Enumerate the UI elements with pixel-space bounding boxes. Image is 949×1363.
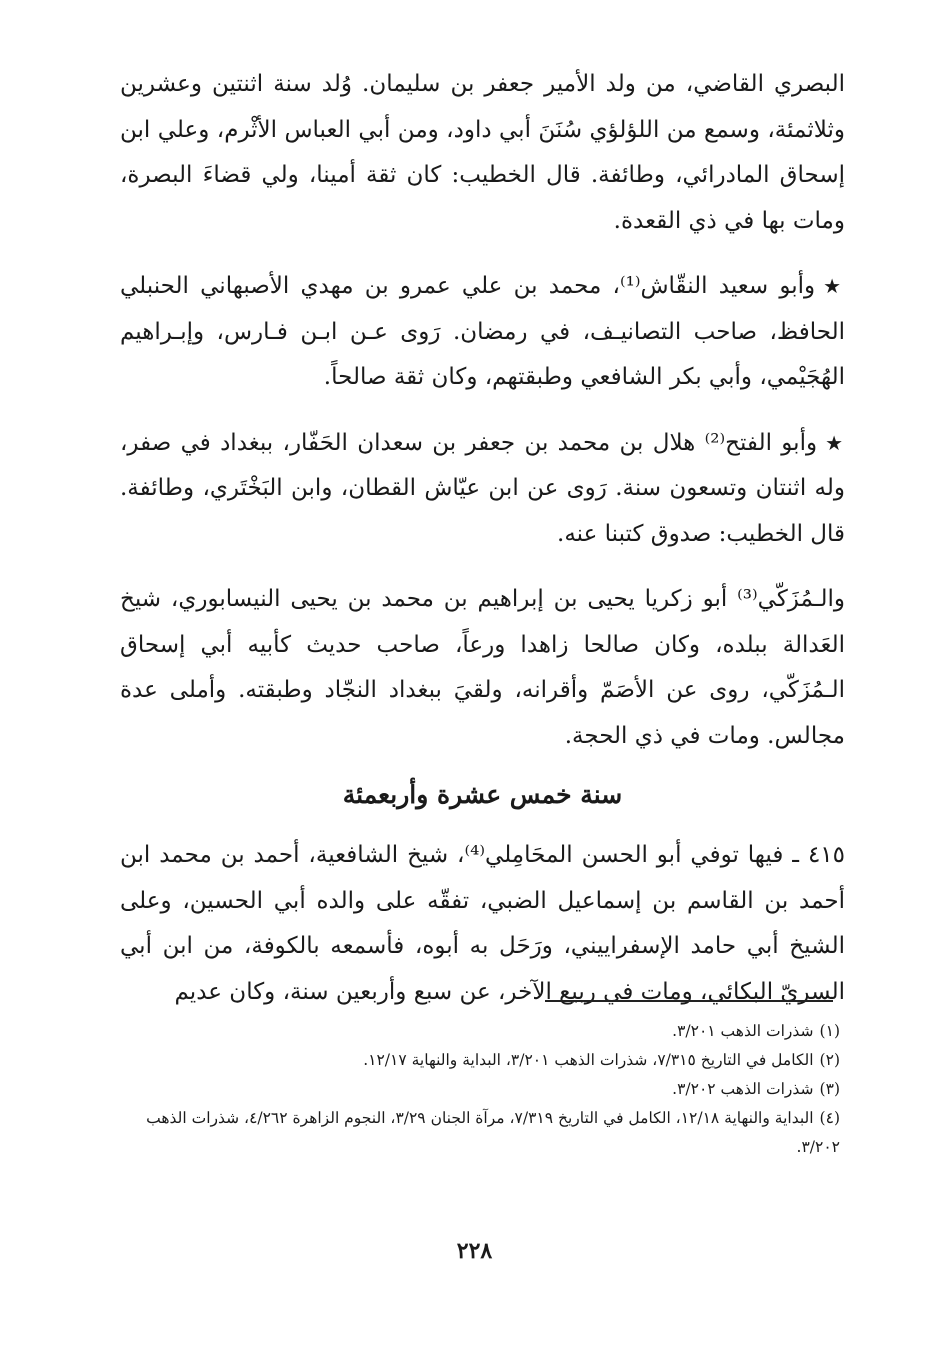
footnote-number: (٤) xyxy=(819,1109,840,1127)
footnote-1 xyxy=(120,1017,840,1046)
section-heading: سنة خمس عشرة وأربعمئة xyxy=(342,780,623,809)
footnote-2 xyxy=(120,1046,840,1075)
paragraph-gap xyxy=(120,401,845,421)
footnotes xyxy=(120,1017,840,1162)
paragraph-2-text: وأبو سعيد النقّاش⁽¹⁾، محمد بن علي عمرو بن مهدي الأصبهاني الحنبلي الحافظ، صاحب التصانيـف، في رمضان. رَوى عـن ابـن فـارس، وإبـراهيم الهُجَيْمي، وأبي بكر الشافعي وطبقتهم، وكان ثقة صالحاً. xyxy=(120,273,845,390)
footnote-divider xyxy=(545,1000,833,1002)
main-text xyxy=(120,62,845,1015)
paragraph-1: البصري القاضي، من ولد الأمير جعفر بن سليمان. وُلد سنة اثنتين وعشرين وثلاثمئة، وسمع من اللؤلؤي سُنَنَ أبي داود، ومن أبي العباس الأثْرم، وعلي ابن إسحاق المادرائي، وطائفة. قال الخطيب: كان ثقة أمينا، ولي قضاءَ البصرة، ومات بها في ذي القعدة. xyxy=(120,71,845,234)
footnote-4 xyxy=(120,1104,840,1162)
star-marker: ★ xyxy=(825,430,845,455)
paragraph-4: والـمُزَكّي⁽³⁾ أبو زكريا يحيى بن إبراهيم بن محمد بن يحيى النيسابوري، شيخ العَدالة ببلده، وكان صالحا زاهدا ورعاً، صاحب حديث كأبيه أبي إسحاق الـمُزَكّي، روى عن الأصَمّ وأقرانه، ولقيَ ببغداد النجّاد وطبقته. وأملى عدة مجالس. ومات في ذي الحجة. xyxy=(120,586,845,749)
paragraph-gap xyxy=(120,244,845,264)
footnote-3 xyxy=(120,1075,840,1104)
paragraph-5: ٤١٥ ـ فيها توفي أبو الحسن المحَامِلي⁽⁴⁾، شيخ الشافعية، أحمد بن محمد ابن أحمد بن القاسم بن إسماعيل الضبي، تفقّه على والده أبي الحسين، وعلى الشيخ أبي حامد الإسفراييني، ورَحَل به أبوه، فأسمعه بالكوفة، من ابن أبي السريّ البكائي، ومات في ربيع الآخر، عن سبع وأربعين سنة، وكان عديم xyxy=(120,842,845,1005)
footnote-text: شذرات الذهب ٣/٢٠٢. xyxy=(672,1080,814,1098)
footnote-number: (٣) xyxy=(819,1080,840,1098)
paragraph-gap xyxy=(120,557,845,577)
footnote-text: شذرات الذهب ٣/٢٠١. xyxy=(672,1022,814,1040)
footnote-number: (١) xyxy=(819,1022,840,1040)
star-marker: ★ xyxy=(823,274,845,298)
paragraph-3-text: وأبو الفتح⁽²⁾ هلال بن محمد بن جعفر بن سعدان الحَفّار، ببغداد في صفر، وله اثنتان وتسعون سنة. رَوى عن ابن عيّاش القطان، وابن البَخْتَري، وطائفة. قال الخطيب: صدوق كتبنا عنه. xyxy=(120,429,845,547)
page-number: ٢٢٨ xyxy=(456,1238,493,1264)
paragraph-2 xyxy=(120,264,845,401)
footnote-text: البداية والنهاية ١٢/١٨، الكامل في التاريخ ٧/٣١٩، مرآة الجنان ٣/٢٩، النجوم الزاهرة ٤/٢٦٢، شذرات الذهب ٣/٢٠٢. xyxy=(146,1109,840,1156)
footnote-number: (٢) xyxy=(819,1051,840,1069)
footnote-text: الكامل في التاريخ ٧/٣١٥، شذرات الذهب ٣/٢٠١، البداية والنهاية ١٢/١٧. xyxy=(363,1051,814,1069)
paragraph-3 xyxy=(120,421,845,558)
